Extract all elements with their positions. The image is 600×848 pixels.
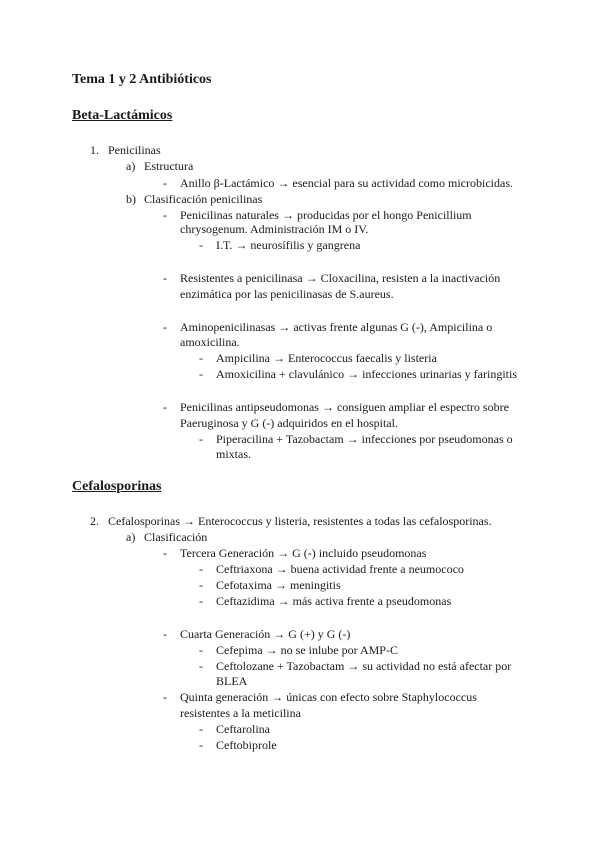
list-item-ceftolozane: Ceftolozane + Tazobactam → su actividad no está afectar por	[216, 659, 512, 673]
list-number: 2.	[90, 514, 99, 528]
list-item-tercera-generacion: Tercera Generación → G (-) incluido pseudomonas	[180, 546, 427, 560]
bullet-dash: -	[199, 351, 203, 365]
list-letter: a)	[126, 530, 136, 544]
list-item-penicilinas-naturales-cont: chrysogenum. Administración IM o IV.	[180, 222, 369, 236]
list-item-cefotaxima: Cefotaxima → meningitis	[216, 578, 341, 592]
bullet-dash: -	[199, 367, 203, 381]
list-item-quinta-generacion: Quinta generación → únicas con efecto sobre Staphylococcus	[180, 690, 477, 704]
list-item-piperacilina: Piperacilina + Tazobactam → infecciones por pseudomonas o	[216, 432, 513, 446]
bullet-dash: -	[199, 238, 203, 252]
list-item-antipseudomonas-cont: Paeruginosa y G (-) adquiridos en el hospital.	[180, 416, 398, 430]
list-item-ceftriaxona: Ceftriaxona → buena actividad frente a neumococo	[216, 562, 464, 576]
list-item-it: I.T. → neurosífilis y gangrena	[216, 238, 361, 252]
bullet-dash: -	[163, 176, 167, 190]
list-item-clasificacion: Clasificación	[144, 530, 208, 544]
section-heading-cefalosporinas: Cefalosporinas	[72, 479, 162, 494]
list-letter: b)	[126, 192, 136, 206]
bullet-dash: -	[199, 659, 203, 673]
bullet-dash: -	[163, 208, 167, 222]
bullet-dash: -	[199, 643, 203, 657]
bullet-dash: -	[163, 400, 167, 414]
list-item-aminopenicilinasas-cont: amoxicilina.	[180, 335, 240, 349]
list-item-estructura: Estructura	[144, 159, 194, 173]
list-item-anillo: Anillo β-Lactámico → esencial para su actividad como microbicidas.	[180, 176, 513, 190]
list-item-ceftolozane-cont: BLEA	[216, 674, 248, 688]
list-item-antipseudomonas: Penicilinas antipseudomonas → consiguen ampliar el espectro sobre	[180, 400, 509, 414]
bullet-dash: -	[163, 690, 167, 704]
section-heading-beta-lactamicos: Beta-Lactámicos	[72, 108, 173, 123]
list-item-ceftarolina: Ceftarolina	[216, 722, 270, 736]
list-item-ampicilina: Ampicilina → Enterococcus faecalis y listeria	[216, 351, 437, 365]
list-item-piperacilina-cont: mixtas.	[216, 447, 251, 461]
document-title: Tema 1 y 2 Antibióticos	[72, 72, 212, 87]
bullet-dash: -	[163, 271, 167, 285]
list-number: 1.	[90, 143, 99, 157]
bullet-dash: -	[163, 320, 167, 334]
list-item-quinta-generacion-cont: resistentes a la meticilina	[180, 706, 301, 720]
list-item-clasificacion-penicilinas: Clasificación penicilinas	[144, 192, 263, 206]
bullet-dash: -	[199, 562, 203, 576]
bullet-dash: -	[199, 738, 203, 752]
bullet-dash: -	[199, 578, 203, 592]
list-item-amoxicilina: Amoxicilina + clavulánico → infecciones urinarias y faringitis	[216, 367, 518, 381]
list-item-ceftazidima: Ceftazidima → más activa frente a pseudomonas	[216, 594, 452, 608]
bullet-dash: -	[199, 722, 203, 736]
list-item-cuarta-generacion: Cuarta Generación → G (+) y G (-)	[180, 627, 351, 641]
list-item-penicilinas: Penicilinas	[108, 143, 161, 157]
bullet-dash: -	[199, 432, 203, 446]
list-item-ceftobiprole: Ceftobiprole	[216, 738, 277, 752]
list-item-aminopenicilinasas: Aminopenicilinasas → activas frente algunas G (-), Ampicilina o	[180, 320, 493, 334]
list-letter: a)	[126, 159, 136, 173]
list-item-penicilinas-naturales: Penicilinas naturales → producidas por el hongo Penicillium	[180, 208, 472, 222]
bullet-dash: -	[199, 594, 203, 608]
bullet-dash: -	[163, 627, 167, 641]
list-item-resistentes-penicilinasa: Resistentes a penicilinasa → Cloxacilina, resisten a la inactivación	[180, 271, 501, 285]
list-item-cefalosporinas: Cefalosporinas → Enterococcus y listeria, resistentes a todas las cefalosporinas.	[108, 514, 492, 528]
list-item-cefepima: Cefepima → no se inlube por AMP-C	[216, 643, 398, 657]
list-item-resistentes-penicilinasa-cont: enzimática por las penicilinasas de S.aureus.	[180, 287, 394, 301]
bullet-dash: -	[163, 546, 167, 560]
